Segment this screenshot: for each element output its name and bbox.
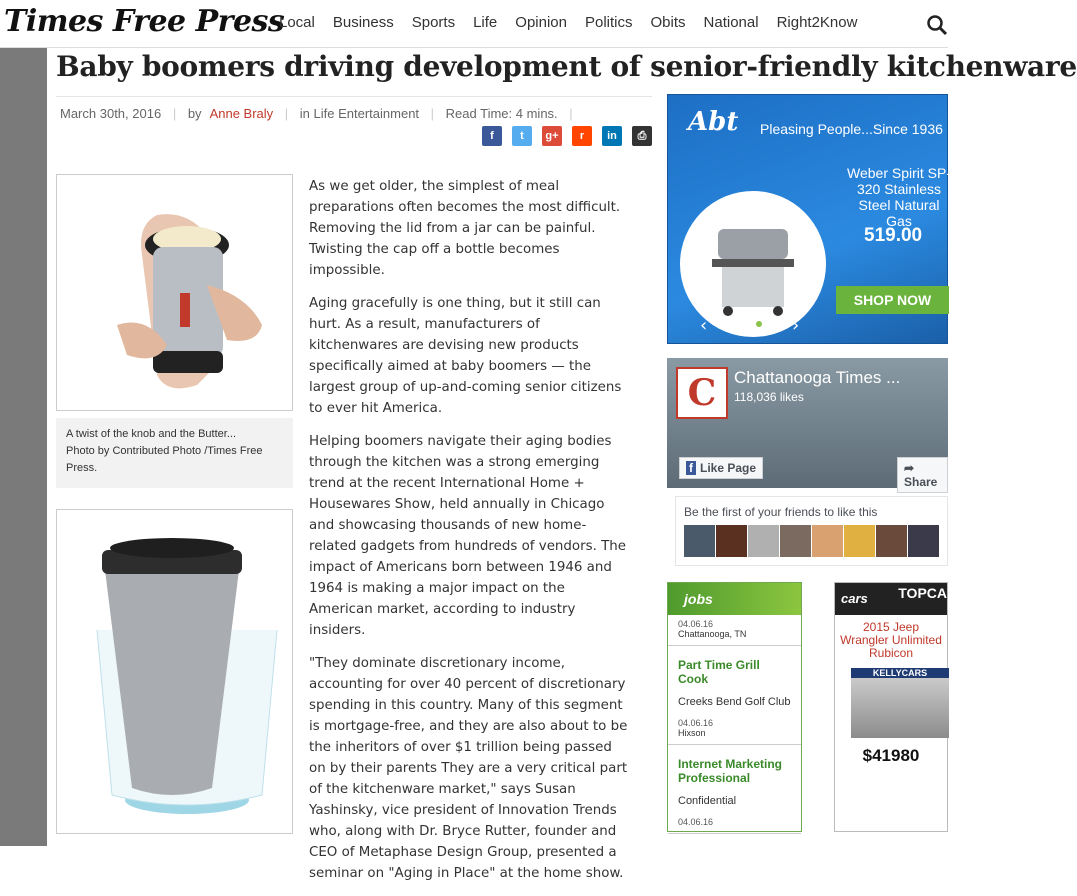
caption-credit: Photo by Contributed Photo /Times Free Press. bbox=[66, 445, 263, 474]
fb-like-page-button[interactable] bbox=[679, 457, 763, 479]
ad-product-name: Weber Spirit SP-320 Stainless Steel Natural Gas bbox=[847, 165, 951, 229]
avatar[interactable] bbox=[780, 525, 811, 557]
left-gutter bbox=[0, 48, 47, 846]
twitter-share-icon[interactable]: t bbox=[512, 126, 532, 146]
ad-prev-arrow-icon[interactable]: ‹ bbox=[700, 315, 708, 336]
fb-friends-text: Be the first of your friends to like this bbox=[684, 505, 878, 519]
shop-now-button[interactable]: SHOP NOW bbox=[836, 286, 949, 314]
job-title[interactable]: Internet Marketing Professional bbox=[678, 757, 783, 785]
article-body bbox=[309, 176, 629, 896]
paragraph: Helping boomers navigate their aging bodies through the kitchen was a strong emerging trend at the recent International Home + Housewares Show, held annually in Chicago and showcasing thousands of new home-related gadgets from hundreds of vendors. The impact of Americans born between 1946 and 1964 is making a major impact on the American market, according to industry insiders. bbox=[309, 434, 627, 638]
nav-business[interactable]: Business bbox=[332, 14, 394, 31]
avatar[interactable] bbox=[812, 525, 843, 557]
job-date: 04.06.16 bbox=[678, 619, 714, 629]
nav-life[interactable]: Life bbox=[473, 14, 498, 31]
facebook-page-widget bbox=[667, 358, 948, 488]
car-listing-title[interactable]: 2015 Jeep Wrangler Unlimited Rubicon bbox=[840, 620, 942, 660]
by-label: by bbox=[187, 106, 202, 121]
jobs-header[interactable]: jobs bbox=[668, 583, 801, 615]
fb-share-button[interactable] bbox=[897, 457, 948, 493]
butter-mill-photo[interactable] bbox=[56, 174, 293, 411]
site-header bbox=[0, 0, 948, 48]
avatar[interactable] bbox=[908, 525, 939, 557]
cars-widget bbox=[834, 582, 948, 832]
car-photo[interactable] bbox=[851, 668, 949, 738]
job-listing[interactable] bbox=[668, 745, 801, 834]
cars-brand: TOPCA bbox=[898, 585, 947, 601]
avatar[interactable] bbox=[716, 525, 747, 557]
job-listing[interactable] bbox=[668, 615, 801, 646]
travel-cup-photo[interactable] bbox=[56, 509, 293, 834]
paragraph: As we get older, the simplest of meal preparations often becomes the most difficult. Removing the lid from a jar can be painful. Twisting the cap off a bottle becomes impossible. bbox=[309, 179, 621, 278]
search-icon[interactable] bbox=[926, 14, 948, 36]
ad-carousel-dots[interactable] bbox=[736, 321, 762, 327]
nav-politics[interactable]: Politics bbox=[584, 14, 633, 31]
travel-cup-image bbox=[57, 510, 292, 833]
article-category[interactable]: in Life Entertainment bbox=[299, 106, 420, 121]
read-time: Read Time: 4 mins. bbox=[445, 106, 558, 121]
dealer-name: KELLYCARS bbox=[851, 668, 949, 678]
fb-friend-avatars bbox=[684, 525, 939, 557]
carousel-dot[interactable] bbox=[746, 321, 752, 327]
job-location: Chattanooga, TN bbox=[678, 629, 747, 639]
job-date: 04.06.16 bbox=[678, 718, 714, 728]
paragraph: "They dominate discretionary income, accounting for over 40 percent of discretionary spending in this country. Many of this segment is mortgage-free, and they are also about to be the inheritors of over $1 trillion being passed on by their parents They are a very critical part of the kitchenware market," says Susan Yashinsky, vice president of Innovation Trends who, along with Dr. Bryce Rutter, founder and CEO of Metaphase Design Group, presented a seminar on "Aging in Place" at the home show. bbox=[309, 656, 628, 881]
share-bar bbox=[482, 126, 652, 146]
nav-obits[interactable]: Obits bbox=[650, 14, 686, 31]
avatar[interactable] bbox=[748, 525, 779, 557]
job-title[interactable]: Part Time Grill Cook bbox=[678, 658, 760, 686]
share-icon: ➦ bbox=[904, 461, 915, 475]
meta-divider: | bbox=[284, 106, 289, 121]
article-title: Baby boomers driving development of senior-friendly kitchenware bbox=[56, 50, 1077, 83]
fb-likes-count: 118,036 likes bbox=[734, 390, 804, 404]
nav-national[interactable]: National bbox=[703, 14, 759, 31]
jobs-widget bbox=[667, 582, 802, 832]
meta-divider: | bbox=[430, 106, 435, 121]
author-link[interactable]: Anne Braly bbox=[209, 106, 274, 121]
article-date: March 30th, 2016 bbox=[60, 106, 162, 121]
main-nav bbox=[270, 14, 866, 31]
ad-next-arrow-icon[interactable]: › bbox=[792, 315, 800, 336]
abt-ad[interactable] bbox=[667, 94, 951, 344]
job-listing[interactable] bbox=[668, 646, 801, 745]
nav-right2know[interactable]: Right2Know bbox=[776, 14, 858, 31]
fb-page-name[interactable]: Chattanooga Times ... bbox=[734, 368, 901, 387]
facebook-icon: f bbox=[686, 461, 696, 475]
meta-divider: | bbox=[172, 106, 177, 121]
cars-header-label: cars bbox=[841, 591, 868, 606]
site-logo[interactable]: Times Free Press bbox=[4, 4, 285, 39]
reddit-share-icon[interactable]: r bbox=[572, 126, 592, 146]
carousel-dot-active[interactable] bbox=[756, 321, 762, 327]
fb-page-avatar[interactable]: C bbox=[676, 367, 728, 419]
ad-logo: Abt bbox=[688, 107, 739, 137]
avatar[interactable] bbox=[876, 525, 907, 557]
car-price: $41980 bbox=[862, 746, 920, 765]
share-label: Share bbox=[904, 475, 938, 489]
like-page-label: Like Page bbox=[700, 461, 757, 475]
job-company: Creeks Bend Golf Club bbox=[678, 696, 791, 708]
google-plus-share-icon[interactable]: g+ bbox=[542, 126, 562, 146]
job-date: 04.06.16 bbox=[678, 817, 714, 827]
meta-divider: | bbox=[569, 106, 573, 121]
job-location: Hixson bbox=[678, 728, 706, 738]
print-icon[interactable]: ⎙ bbox=[632, 126, 652, 146]
photo-caption bbox=[56, 418, 293, 488]
ad-tagline: Pleasing People...Since 1936 bbox=[760, 121, 943, 137]
job-company: Confidential bbox=[678, 795, 737, 807]
fb-friends-box bbox=[675, 496, 948, 566]
caption-text[interactable]: A twist of the knob and the Butter... bbox=[66, 428, 236, 440]
avatar[interactable] bbox=[844, 525, 875, 557]
nav-opinion[interactable]: Opinion bbox=[515, 14, 567, 31]
ad-price: 519.00 bbox=[864, 225, 923, 246]
facebook-share-icon[interactable]: f bbox=[482, 126, 502, 146]
paragraph: Aging gracefully is one thing, but it still can hurt. As a result, manufacturers of kitchenwares are devising new products specifically aimed at baby boomers — the largest group of up-and-coming senior citizens to ever hit America. bbox=[309, 296, 622, 416]
cars-header[interactable] bbox=[835, 583, 947, 615]
nav-sports[interactable]: Sports bbox=[411, 14, 456, 31]
article-meta bbox=[56, 96, 652, 121]
nav-local[interactable]: Local bbox=[279, 14, 315, 31]
avatar[interactable] bbox=[684, 525, 715, 557]
carousel-dot[interactable] bbox=[736, 321, 742, 327]
butter-mill-image bbox=[57, 175, 292, 410]
linkedin-share-icon[interactable]: in bbox=[602, 126, 622, 146]
